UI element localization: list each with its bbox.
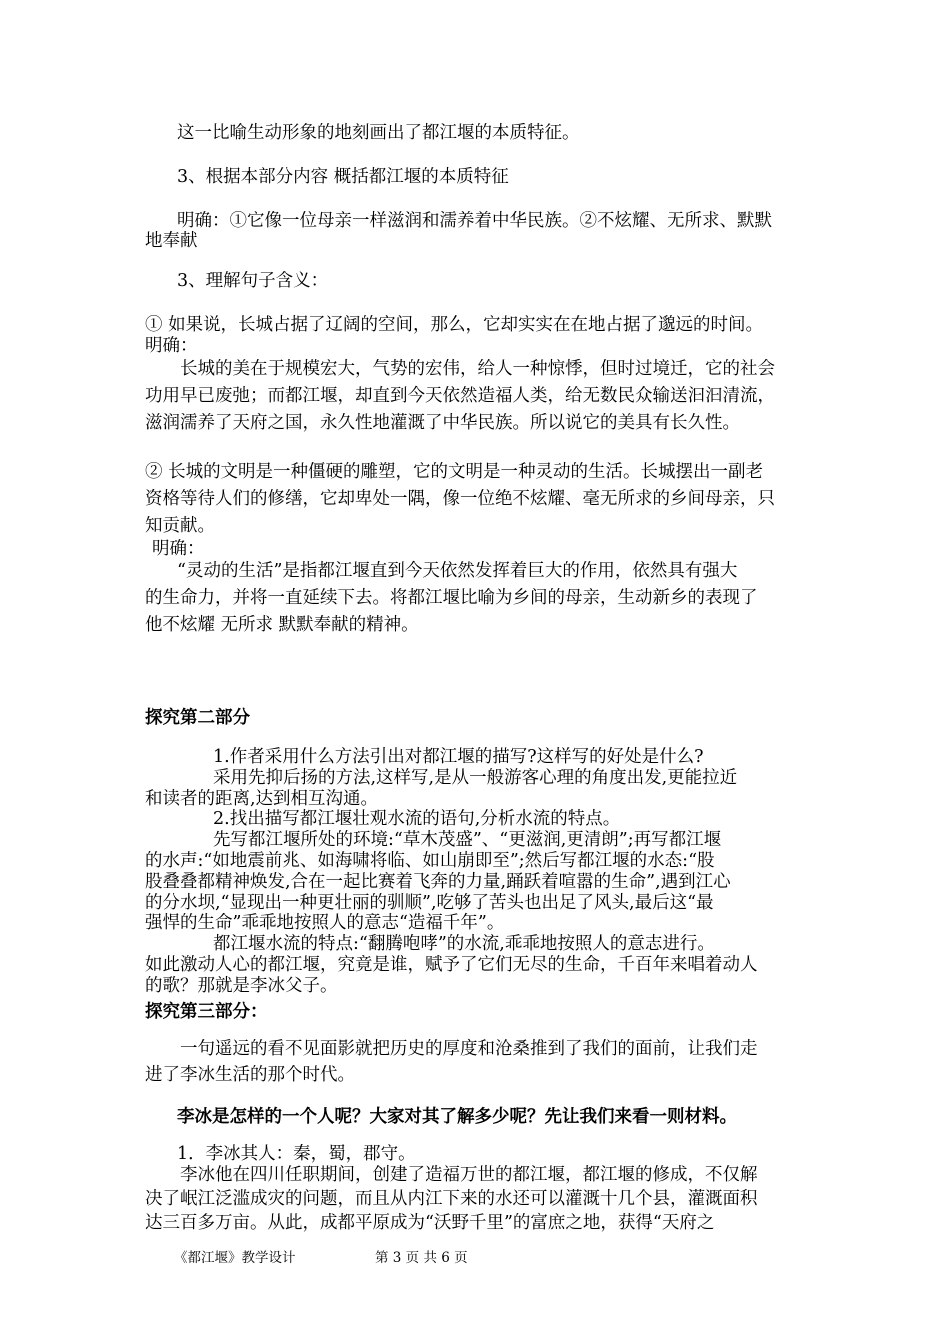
text-line: ② 长城的文明是一种僵硬的雕塑，它的文明是一种灵动的生活。长城摆出一副老 bbox=[145, 462, 764, 482]
text-line: 李冰他在四川任职期间，创建了造福万世的都江堰，都江堰的修成，不仅解 bbox=[180, 1165, 758, 1185]
text-line: 滋润濡养了天府之国，永久性地灌溉了中华民族。所以说它的美具有长久性。 bbox=[145, 413, 740, 433]
text-line: 都江堰水流的特点:“翻腾咆哮”的水流,乖乖地按照人的意志进行。 bbox=[213, 934, 715, 954]
text-line: 强悍的生命”乖乖地按照人的意志“造福千年”。 bbox=[145, 913, 505, 933]
text-line: 进了李冰生活的那个时代。 bbox=[145, 1065, 355, 1085]
text-line: 股叠叠都精神焕发,合在一起比赛着飞奔的力量,踊跃着喧嚣的生命”,遇到江心 bbox=[145, 872, 731, 892]
text-line: 的生命力，并将一直延续下去。将都江堰比喻为乡间的母亲，生动新乡的表现了 bbox=[145, 588, 758, 608]
text-line: 明确： bbox=[145, 336, 198, 356]
text-line: 如此激动人心的都江堰，究竟是谁，赋予了它们无尽的生命，千百年来唱着动人 bbox=[145, 955, 758, 975]
text-line: 决了岷江泛滥成灾的问题，而且从内江下来的水还可以灌溉十几个县，灌溉面积 bbox=[145, 1189, 758, 1209]
text-line: 知贡献。 bbox=[145, 516, 215, 536]
text-line: 长城的美在于规模宏大，气势的宏伟，给人一种惊悸，但时过境迁，它的社会 bbox=[180, 359, 775, 379]
text-line: 的水声:“如地震前兆、如海啸将临、如山崩即至”;然后写都江堰的水态:“股 bbox=[145, 851, 715, 871]
text-line: 1．李冰其人：秦，蜀，郡守。 bbox=[177, 1144, 416, 1164]
text-line: 明确：①它像一位母亲一样滋润和濡养着中华民族。②不炫耀、无所求、默默 bbox=[177, 211, 772, 231]
footer-page-number: 第 3 页 共 6 页 bbox=[375, 1250, 468, 1266]
text-line: 一句遥远的看不见面影就把历史的厚度和沧桑推到了我们的面前，让我们走 bbox=[180, 1039, 758, 1059]
text-line: 和读者的距离,达到相互沟通。 bbox=[145, 789, 379, 809]
text-line: ① 如果说，长城占据了辽阔的空间，那么，它却实实在在地占据了邈远的时间。 bbox=[145, 315, 764, 335]
text-line: 的分水坝,“显现出一种更壮丽的驯顺”,吃够了苦头也出足了风头,最后这“最 bbox=[145, 893, 714, 913]
text-line: 3、根据本部分内容 概括都江堰的本质特征 bbox=[177, 167, 509, 187]
text-line: 地奉献 bbox=[145, 231, 198, 251]
text-line: 的歌？那就是李冰父子。 bbox=[145, 976, 338, 996]
text-line: 明确： bbox=[152, 539, 205, 559]
text-line: 1.作者采用什么方法引出对都江堰的描写?这样写的好处是什么? bbox=[213, 747, 704, 767]
text-line: 先写都江堰所处的环境:“草木茂盛”、“更滋润,更清朗”;再写都江堰 bbox=[213, 830, 722, 850]
section-heading: 探究第二部分 bbox=[145, 708, 250, 728]
text-line: 他不炫耀 无所求 默默奉献的精神。 bbox=[145, 615, 419, 635]
text-line: “灵动的生活”是指都江堰直到今天依然发挥着巨大的作用，依然具有强大 bbox=[177, 561, 738, 581]
text-line: 3、理解句子含义： bbox=[177, 271, 329, 291]
text-line: 资格等待人们的修缮，它却卑处一隅，像一位绝不炫耀、毫无所求的乡间母亲，只 bbox=[145, 489, 775, 509]
text-line: 2.找出描写都江堰壮观水流的语句,分析水流的特点。 bbox=[213, 809, 621, 829]
text-line: 这一比喻生动形象的地刻画出了都江堰的本质特征。 bbox=[177, 123, 580, 143]
section-heading: 探究第三部分： bbox=[145, 1002, 268, 1022]
text-line: 采用先抑后扬的方法,这样写,是从一般游客心理的角度出发,更能拉近 bbox=[213, 768, 738, 788]
text-line: 达三百多万亩。从此，成都平原成为“沃野千里”的富庶之地，获得“天府之 bbox=[145, 1213, 715, 1233]
footer-title: 《都江堰》教学设计 bbox=[174, 1250, 296, 1266]
bold-question: 李冰是怎样的一个人呢？大家对其了解多少呢？先让我们来看一则材料。 bbox=[177, 1107, 737, 1127]
text-line: 功用早已废弛；而都江堰，却直到今天依然造福人类，给无数民众输送汩汩清流， bbox=[145, 386, 775, 406]
